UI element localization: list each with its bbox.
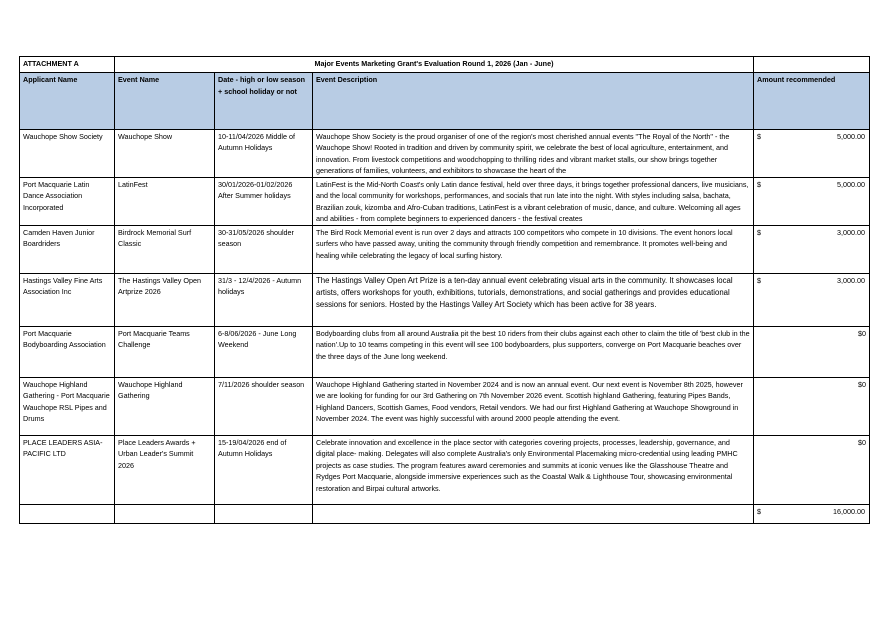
table-title: Major Events Marketing Grant's Evaluation Round 1, 2026 (Jan - June) — [115, 57, 754, 73]
event-description — [313, 378, 754, 436]
event-date: 7/11/2026 shoulder season — [215, 378, 313, 436]
applicant-name: Wauchope Highland Gathering - Port Macquarie Wauchope RSL Pipes and Drums — [20, 378, 115, 436]
header-applicant-name: Applicant Name — [20, 73, 115, 130]
header-amount-recommended: Amount recommended — [754, 73, 870, 130]
event-description — [313, 178, 754, 226]
amount-cell — [754, 436, 870, 505]
event-name: Place Leaders Awards + Urban Leader's Summit 2026 — [115, 436, 215, 505]
table-row — [20, 178, 870, 226]
amount-value: 3,000.00 — [837, 276, 865, 285]
event-name: Port Macquarie Teams Challenge — [115, 327, 215, 378]
attachment-label: ATTACHMENT A — [20, 57, 115, 73]
event-description-text: Celebrate innovation and excellence in the place sector with categories covering projects, processes, leadership, governance, and digital place- making. Delegates will also complete Australia's only Environmental Placemaking micro-credential using leading PMHC projects as case studies. The program features award ceremonies and summits at iconic venues like the Glasshouse Theatre and Rydges Port Macquarie, alongside immersive experiences such as the Coastal Walk & Lighthouse Tour, showcasing environmental restoration and Birpai cultural artworks. — [316, 438, 738, 493]
amount-value: 5,000.00 — [837, 132, 865, 141]
header-row — [20, 73, 870, 130]
amount-cell — [754, 274, 870, 327]
amount-value: 3,000.00 — [837, 228, 865, 237]
amount-cell — [754, 327, 870, 378]
event-description-text: The Hastings Valley Open Art Prize is a ten-day annual event celebrating visual arts in the community. It showcases local artists, offers workshops for youth, exhibitions, tutorials, demonstrations, and social gatherings and provides educational sessions for seniors. Hosted by the Hastings Valley Art Society which has been active for 38 years. — [316, 276, 733, 310]
event-description — [313, 226, 754, 274]
amount-cell — [754, 178, 870, 226]
applicant-name: Port Macquarie Bodyboarding Association — [20, 327, 115, 378]
event-description-text: The Bird Rock Memorial event is run over 2 days and attracts 100 competitors who compete in 10 divisions. The event honors local surfers who have passed away, uniting the community through friendly competition and remembrance. It promotes well-being and healing while celebrating the legacy of local surfing history. — [316, 228, 733, 260]
header-date: Date - high or low season + school holiday or not — [215, 73, 313, 130]
applicant-name: PLACE LEADERS ASIA-PACIFIC LTD — [20, 436, 115, 505]
applicant-name: Camden Haven Junior Boardriders — [20, 226, 115, 274]
total-row-blank-cell — [115, 505, 215, 524]
table-row — [20, 226, 870, 274]
amount-value: $0 — [858, 438, 866, 447]
currency-symbol: $ — [757, 276, 761, 285]
event-date: 31/3 - 12/4/2026 - Autumn holidays — [215, 274, 313, 327]
event-name: The Hastings Valley Open Artprize 2026 — [115, 274, 215, 327]
event-description-text: Bodyboarding clubs from all around Australia pit the best 10 riders from their clubs against each other to claim the title of 'best club in the nation'.Up to 10 teams competing in this event will see 100 bodyboarders, plus supporters, converge on Port Macquarie beaches over the three days of the June long weekend. — [316, 329, 750, 361]
total-currency-symbol: $ — [757, 507, 761, 516]
table-row — [20, 130, 870, 178]
total-row — [20, 505, 870, 524]
total-amount-cell — [754, 505, 870, 524]
header-event-name: Event Name — [115, 73, 215, 130]
table-row — [20, 436, 870, 505]
event-name: Birdrock Memorial Surf Classic — [115, 226, 215, 274]
applicant-name: Wauchope Show Society — [20, 130, 115, 178]
currency-symbol: $ — [757, 180, 761, 189]
event-description — [313, 274, 754, 327]
event-description-text: Wauchope Show Society is the proud organiser of one of the region's most cherished annual events "The Royal of the North" - the Wauchope Show! Rooted in tradition and driven by community spirit, we celebrate the best of local agriculture, entertainment, and innovation. From livestock competitions and woodchopping to thrilling rides and vibrant market stalls, our show brings together generations of families, volunteers, and exhibitors to showcase the heart of the — [316, 132, 730, 176]
title-row-blank-cell — [754, 57, 870, 73]
amount-value: $0 — [858, 329, 866, 338]
grant-evaluation-table — [19, 56, 870, 524]
event-date: 30-31/05/2026 shoulder season — [215, 226, 313, 274]
event-description-text: Wauchope Highland Gathering started in November 2024 and is now an annual event. Our next event is November 8th 2025, however we are looking for funding for our 3rd Gathering on 7th November 2026 event. Scottish highland Gathering, featuring Pipes Bands, Highland Dancers, Scottish Games, Food vendors, Retail vendors. We had our first Highland Gathering at Wauchope Showground in November 2024. The event was highly successful with around 2000 people attending the event. — [316, 380, 743, 424]
amount-cell — [754, 378, 870, 436]
total-row-blank-cell — [20, 505, 115, 524]
currency-symbol: $ — [757, 132, 761, 141]
event-date: 15-19/04/2026 end of Autumn Holidays — [215, 436, 313, 505]
event-description — [313, 436, 754, 505]
event-name: LatinFest — [115, 178, 215, 226]
amount-cell — [754, 130, 870, 178]
currency-symbol: $ — [757, 228, 761, 237]
amount-value: 5,000.00 — [837, 180, 865, 189]
event-name: Wauchope Show — [115, 130, 215, 178]
header-event-description: Event Description — [313, 73, 754, 130]
total-amount-value: 16,000.00 — [833, 507, 865, 516]
table-row — [20, 378, 870, 436]
event-description — [313, 130, 754, 178]
table-row — [20, 327, 870, 378]
event-date: 10-11/04/2026 Middle of Autumn Holidays — [215, 130, 313, 178]
event-name: Wauchope Highland Gathering — [115, 378, 215, 436]
applicant-name: Hastings Valley Fine Arts Association Inc — [20, 274, 115, 327]
event-date: 30/01/2026-01/02/2026 After Summer holidays — [215, 178, 313, 226]
amount-cell — [754, 226, 870, 274]
title-row — [20, 57, 870, 73]
applicant-name: Port Macquarie Latin Dance Association Incorporated — [20, 178, 115, 226]
amount-value: $0 — [858, 380, 866, 389]
event-description — [313, 327, 754, 378]
table-row — [20, 274, 870, 327]
event-date: 6-8/06/2026 - June Long Weekend — [215, 327, 313, 378]
total-row-blank-cell — [215, 505, 313, 524]
total-row-blank-cell — [313, 505, 754, 524]
event-description-text: LatinFest is the Mid-North Coast's only Latin dance festival, held over three days, it brings together professional dancers, live musicians, and the local community for workshops, performances, and socials that run late into the night. With styles including salsa, bachata, Brazilian zouk, kizomba and Afro-Cuban traditions, LatinFest is a vibrant celebration of music, dance, and culture. Welcoming all ages and abilities - from complete beginners to experienced dancers - the festival creates — [316, 180, 749, 224]
